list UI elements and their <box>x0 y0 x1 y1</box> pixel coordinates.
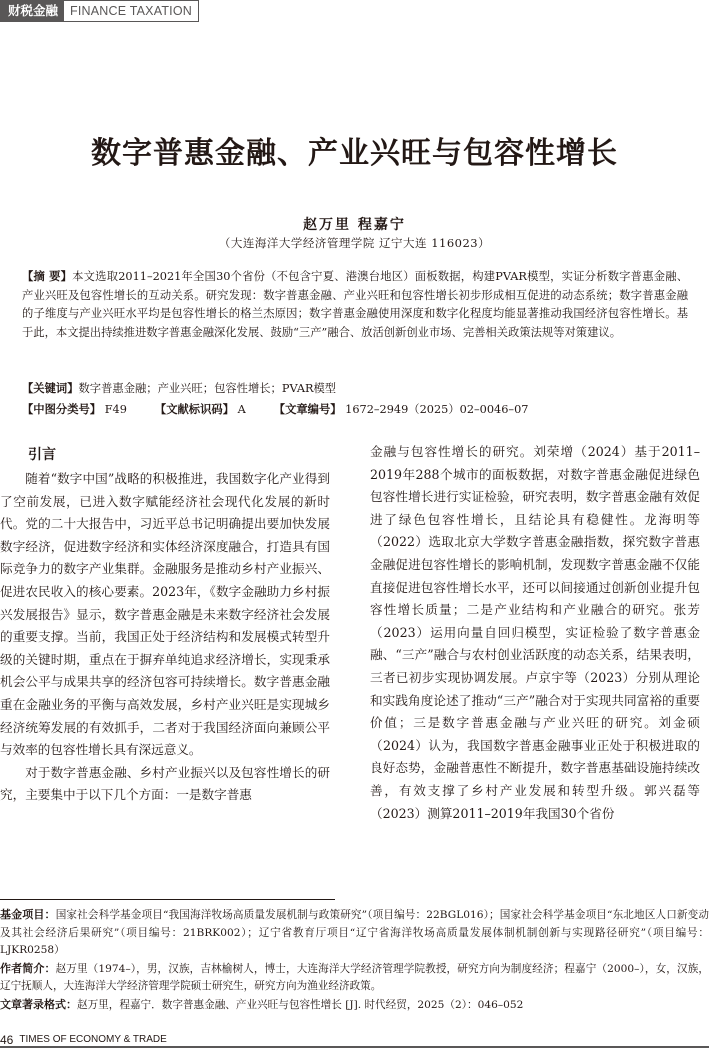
clc-label: 【中图分类号】 <box>22 403 102 416</box>
article-number-label: 【文章编号】 <box>273 403 342 416</box>
article-authors: 赵万里 程嘉宁 <box>303 217 406 233</box>
abstract <box>22 268 688 342</box>
citation-text: 赵万里，程嘉宁．数字普惠金融、产业兴旺与包容性增长 [J]. 时代经贸，2025（2）：046–052 <box>77 998 524 1011</box>
citation-note <box>0 996 709 1015</box>
abstract-text: 本文选取2011–2021年全国30个省份（不包含宁夏、港澳台地区）面板数据，构建PVAR模型，实证分析数字普惠金融、产业兴旺及包容性增长的互动关系。研究发现：数字普惠金融、产业兴旺和包容性增长初步形成相互促进的动态系统；数字普惠金融的子维度与产业兴旺水平均是包容性增长的格兰杰原因；数字普惠金融使用深度和数字化程度均能显著推动我国经济包容性增长。基于此，本文提出持续推进数字普惠金融深化发展、鼓励“三产”融合、放活创新创业市场、完善相关政策法规等对策建议。 <box>22 270 689 339</box>
fund-note <box>0 906 709 960</box>
journal-name: TIMES OF ECONOMY & TRADE <box>19 1034 167 1045</box>
keywords <box>22 380 336 398</box>
doc-code-label: 【文献标识码】 <box>154 403 234 416</box>
paragraph: 随着“数字中国”战略的积极推进，我国数字化产业得到了空前发展，已进入数字赋能经济社会现代化发展的新时代。党的二十大报告中，习近平总书记明确提出要加快发展数字经济，促进数字经济和实体经济深度融合，打造具有国际竞争力的数字产业集群。金融服务是推动乡村产业振兴、促进农民收入的核心要素。2023年，《数字金融助力乡村振兴发展报告》显示，数字普惠金融是未来数字经济社会发展的重要支撑。当前，我国正处于经济结构和发展模式转型升级的关键时期，重点在于摒弃单纯追求经济增长，实现秉承机会公平与成果共享的经济包容可持续增长。数字普惠金融重在金融业务的平衡与高效发展，乡村产业兴旺是实现城乡经济统筹发展的有效抓手，二者对于我国经济面向兼顾公平与效率的包容性增长具有深远意义。 <box>0 471 330 758</box>
article-number-value: 1672–2949（2025）02–0046–07 <box>345 403 529 416</box>
body-column-left <box>0 444 330 807</box>
section-heading: 引言 <box>28 447 56 463</box>
author-bio-label: 作者简介： <box>0 961 56 975</box>
footnote-divider <box>0 899 335 900</box>
section-label-en: FINANCE TAXATION <box>64 0 199 22</box>
doc-code-value: A <box>237 403 246 416</box>
page-number: 46 <box>0 1032 14 1047</box>
keywords-label: 【关键词】 <box>22 382 79 395</box>
author-bio-text: 赵万里（1974–），男，汉族，吉林榆树人，博士，大连海洋大学经济管理学院教授，研究方向为制度经济；程嘉宁（2000–），女，汉族，辽宁抚顺人，大连海洋大学经济管理学院硕士研究生，研究方向为渔业经济政策。 <box>0 962 709 992</box>
paragraph: 金融与包容性增长的研究。刘荣增（2024）基于2011–2019年288个城市的面板数据，对数字普惠金融促进绿色包容性增长进行实证检验，研究表明，数字普惠金融有效促进了绿色包容性增长，且结论具有稳健性。龙海明等（2022）选取北京大学数字普惠金融指数，探究数字普惠金融促进包容性增长的影响机制，发现数字普惠金融不仅能直接促进包容性增长水平，还可以间接通过创新创业提升包容性增长质量；二是产业结构和产业融合的研究。张芳（2023）运用向量自回归模型，实证检验了数字普惠金融、“三产”融合与农村创业活跃度的动态关系，结果表明，三者已初步实现协调发展。卢京宇等（2023）分别从理论和实践角度论述了推动“三产”融合对于实现共同富裕的重要价值；三是数字普惠金融与产业兴旺的研究。刘金硕（2024）认为，我国数字普惠金融事业正处于积极进取的良好态势，金融普惠性不断提升，数字普惠基础设施持续改善，有效支撑了乡村产业发展和转型升级。郭兴磊等（2023）测算2011–2019年我国30个省份 <box>370 444 700 821</box>
author-affiliation: （大连海洋大学经济管理学院 辽宁大连 116023） <box>218 236 491 250</box>
body-column-right <box>370 441 700 825</box>
citation-label: 文章著录格式： <box>0 997 77 1011</box>
article-title: 数字普惠金融、产业兴旺与包容性增长 <box>91 136 618 171</box>
abstract-label: 【摘 要】 <box>22 270 73 283</box>
fund-text: 国家社会科学基金项目“我国海洋牧场高质量发展机制与政策研究”（项目编号：22BGL016）；国家社会科学基金项目“东北地区人口新变动及其社会经济后果研究”（项目编号：21BRK002）；辽宁省教育厅项目“辽宁省海洋牧场高质量发展体制机制创新与实现路径研究”（项目编号：LJKR0258） <box>0 909 709 956</box>
section-header <box>0 0 199 22</box>
author-note <box>0 960 709 996</box>
paragraph: 对于数字普惠金融、乡村产业振兴以及包容性增长的研究，主要集中于以下几个方面：一是数字普惠 <box>0 764 330 803</box>
keywords-text: 数字普惠金融；产业兴旺；包容性增长；PVAR模型 <box>78 382 337 395</box>
footnotes <box>0 906 709 1014</box>
classification-line <box>22 401 528 419</box>
section-label-cn: 财税金融 <box>0 0 64 22</box>
page-footer <box>0 1031 709 1048</box>
clc-value: F49 <box>104 403 127 416</box>
fund-label: 基金项目： <box>0 908 56 921</box>
